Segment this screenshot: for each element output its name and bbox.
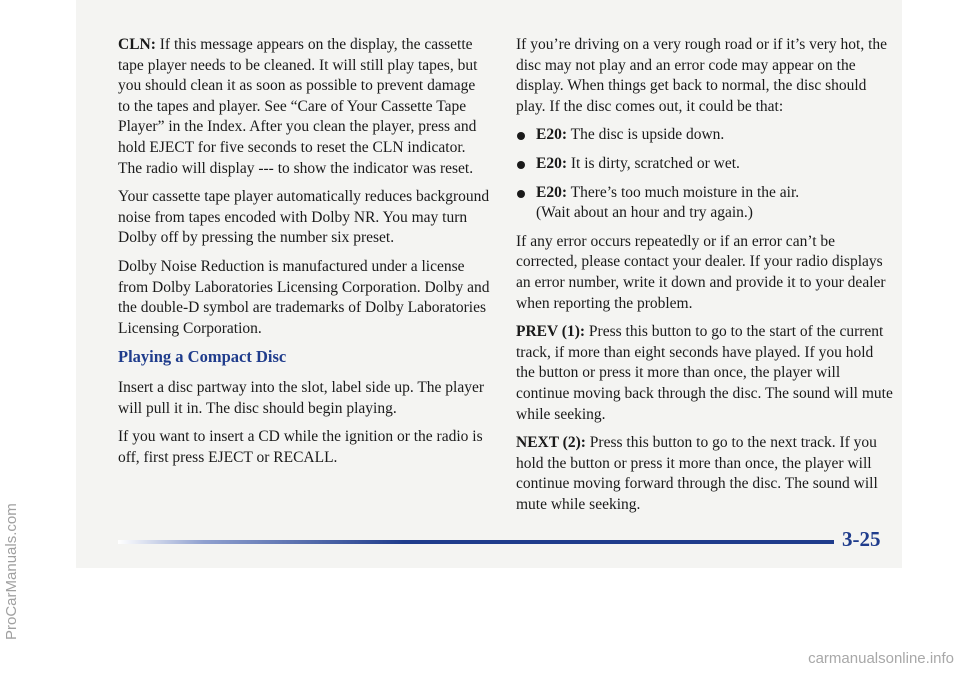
error-term: E20:: [536, 183, 567, 201]
next-text: Press this button to go to the next track. If you hold the button or press it more than once, the player will continue moving forward through the disc. The sound will mute while seeking.: [516, 434, 878, 513]
rough-road-paragraph: If you’re driving on a very rough road or if it’s very hot, the disc may not play and an error code may appear on the display. When things get back to normal, the disc should play. If the disc comes out, it could be that:: [516, 36, 888, 115]
bullet-icon: [517, 132, 525, 140]
prev-term: PREV (1):: [516, 323, 586, 341]
error-text: There’s too much moisture in the air.: [567, 183, 800, 201]
prev-text: Press this button to go to the start of the current track, if more than eight seconds have played. If you hold the button or press it more than once, the player will continue moving back through the disc. The sound will mute while seeking.: [516, 323, 893, 423]
cln-term: CLN:: [118, 36, 156, 53]
insert-cd-off-paragraph: If you want to insert a CD while the ignition or the radio is off, first press EJECT or RECALL.: [118, 428, 483, 466]
side-watermark: ProCarManuals.com: [3, 503, 20, 640]
cln-paragraph: [118, 35, 490, 179]
section-heading: Playing a Compact Disc: [118, 347, 287, 367]
footer-rule: [118, 540, 834, 544]
left-column: [118, 35, 490, 476]
bullet-icon: [517, 161, 525, 169]
prev-paragraph: [516, 322, 896, 425]
list-item: [516, 125, 896, 146]
bullet-icon: [517, 190, 525, 198]
right-column: [516, 35, 896, 523]
dealer-paragraph: If any error occurs repeatedly or if an error can’t be corrected, please contact your dealer. If your radio displays an error number, write it down and provide it to your dealer when reporting the problem.: [516, 232, 886, 312]
page-number: 3-25: [842, 527, 881, 551]
error-text: It is dirty, scratched or wet.: [567, 154, 740, 172]
cln-text: If this message appears on the display, the cassette tape player needs to be cleaned. It will still play tapes, but you should clean it as soon as possible to prevent damage to the tapes and player. See “Care of Your Cassette Tape Player” in the Index. After you clean the player, press and hold EJECT for five seconds to reset the CLN indicator. The radio will display --- to show the indicator was reset.: [118, 36, 478, 177]
error-term: E20:: [536, 126, 567, 144]
error-term: E20:: [536, 154, 567, 172]
error-text: The disc is upside down.: [567, 126, 725, 144]
dolby-license-paragraph: Dolby Noise Reduction is manufactured under a license from Dolby Laboratories Licensing Corporation. Dolby and the double-D symbol are trademarks of Dolby Laboratories Licensing Corporation.: [118, 257, 490, 337]
footer-watermark: carmanualsonline.info: [808, 650, 954, 667]
list-item: [516, 183, 896, 224]
insert-disc-paragraph: Insert a disc partway into the slot, label side up. The player will pull it in. The disc should begin playing.: [118, 378, 485, 417]
list-item: [516, 154, 896, 175]
error-list: [516, 125, 896, 223]
error-note: (Wait about an hour and try again.): [536, 204, 753, 222]
next-paragraph: [516, 433, 896, 515]
dolby-paragraph: Your cassette tape player automatically reduces background noise from tapes encoded with Dolby NR. You may turn Dolby off by pressing the number six preset.: [118, 188, 490, 247]
next-term: NEXT (2):: [516, 434, 586, 452]
